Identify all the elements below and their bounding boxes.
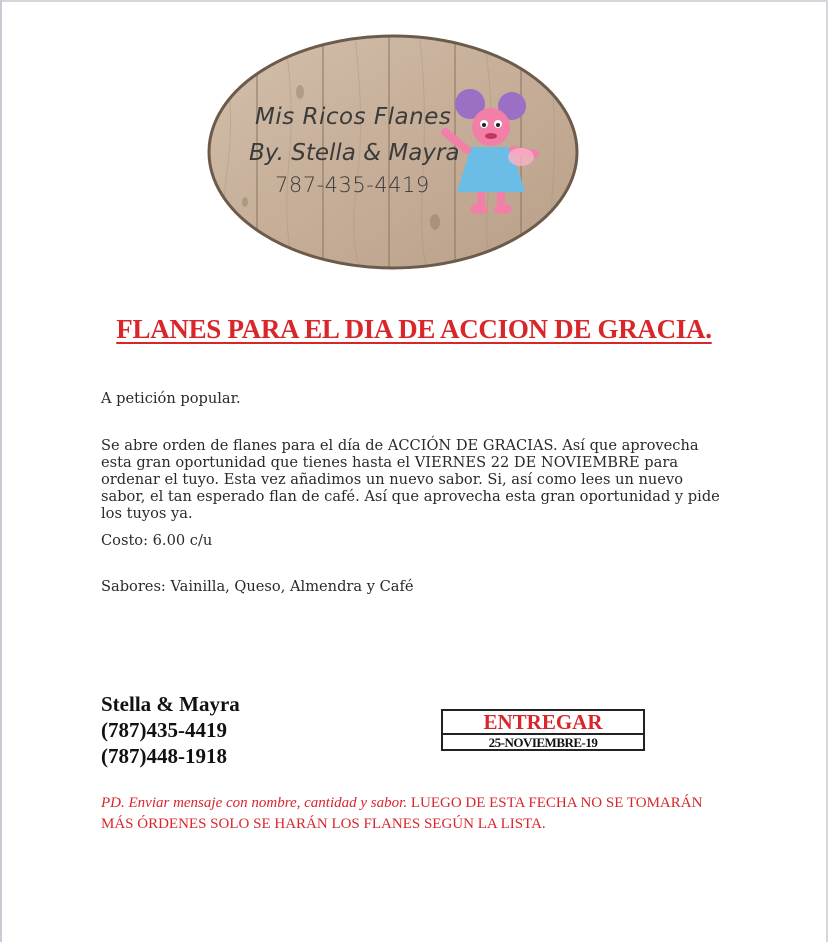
logo-phone: 787-435-4419 — [275, 173, 430, 197]
page-left-border — [0, 0, 2, 942]
contact-block — [101, 691, 240, 769]
delivery-date: 25-NOVIEMBRE-19 — [488, 735, 598, 750]
contact-phone-2: (787)448-1918 — [101, 744, 227, 768]
contact-name: Stella & Mayra — [101, 692, 240, 716]
footer-note-instructions: PD. Enviar mensaje con nombre, cantidad y sabor. — [101, 795, 408, 811]
intro-text: A petición popular. — [101, 390, 241, 407]
logo-brand-name: Mis Ricos Flanes — [255, 104, 452, 130]
flavors-text: Sabores: Vainilla, Queso, Almendra y Café — [101, 578, 414, 595]
contact-phone-1: (787)435-4419 — [101, 718, 227, 742]
delivery-label: ENTREGAR — [443, 711, 643, 735]
logo-byline: By. Stella & Mayra — [249, 140, 460, 166]
footer-note — [101, 793, 721, 835]
page-title: FLANES PARA EL DIA DE ACCION DE GRACIA. — [116, 314, 712, 344]
delivery-box — [441, 709, 645, 751]
page-top-border — [0, 0, 828, 2]
announcement-paragraph: Se abre orden de flanes para el día de ACCIÓN DE GRACIAS. Así que aprovecha esta gran oportunidad que tienes hasta el VIERNES 22 DE NOVIEMBRE para ordenar el tuyo. Esta vez añadimos un nuevo sabor. Si, así como lees un nuevo sabor, el tan esperado flan de café. Así que aprovecha esta gran oportunidad y pide los tuyos ya. — [101, 437, 720, 522]
cost-text: Costo: 6.00 c/u — [101, 532, 213, 549]
brand-logo — [205, 32, 581, 272]
footer-note-warning: LUEGO DE ESTA FECHA NO SE TOMARÁN MÁS ÓRDENES SOLO SE HARÁN LOS FLANES SEGÚN LA LISTA. — [101, 795, 703, 832]
